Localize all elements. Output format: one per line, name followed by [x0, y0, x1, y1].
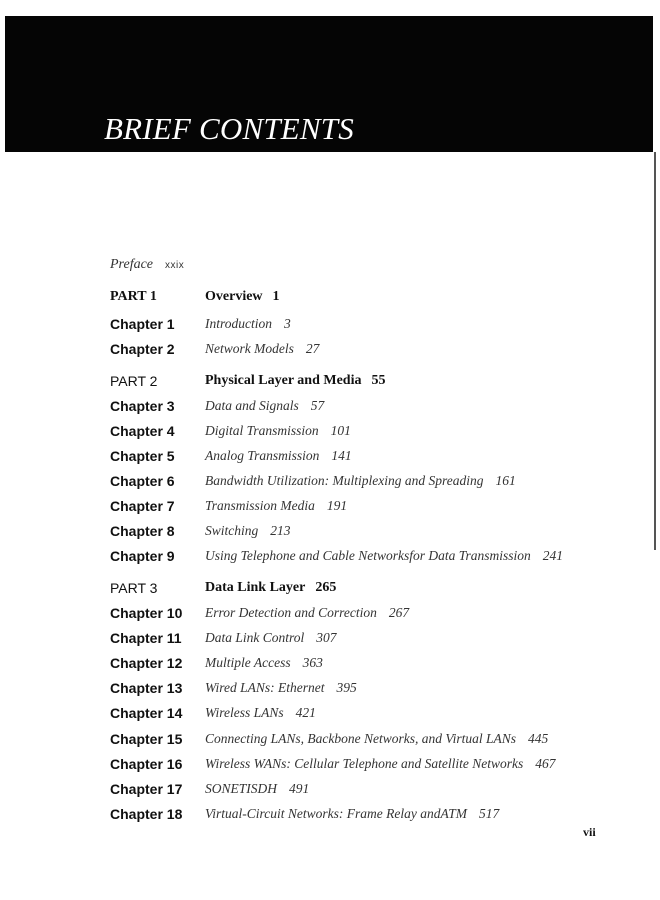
entry-title-text: Overview — [205, 289, 263, 304]
part-label: PART 2 — [110, 373, 158, 389]
entry-page-number: 363 — [302, 655, 323, 670]
chapter-title — [205, 806, 499, 822]
entry-page-number: 241 — [542, 548, 564, 563]
chapter-label: Chapter 5 — [110, 448, 175, 464]
chapter-label: Chapter 8 — [110, 523, 175, 539]
entry-title-text: Data Link Layer — [205, 580, 306, 595]
entry-title-text: Transmission Media — [205, 498, 315, 513]
chapter-title — [205, 655, 323, 671]
entry-title-text: Using Telephone and Cable Networksfor Data Transmission — [205, 548, 531, 563]
entry-title-text: Wireless WANs: Cellular Telephone and Satellite Networks — [205, 756, 524, 771]
chapter-title — [205, 341, 319, 357]
entry-title-text: Data and Signals — [205, 398, 299, 413]
chapter-label: Chapter 13 — [110, 680, 183, 696]
entry-page-number: 395 — [336, 680, 357, 695]
entry-title-text: Introduction — [205, 316, 272, 331]
part-title — [205, 580, 336, 596]
entry-title-text: Virtual-Circuit Networks: Frame Relay andATM — [205, 806, 467, 821]
chapter-title — [205, 756, 556, 772]
chapter-title — [205, 630, 337, 646]
entry-title-text: Connecting LANs, Backbone Networks, and Virtual LANs — [205, 731, 516, 746]
part-title — [205, 373, 385, 389]
preface-page: xxix — [165, 260, 185, 271]
entry-page-number: 27 — [305, 341, 320, 356]
chapter-label: Chapter 16 — [110, 756, 183, 772]
entry-title-text: Network Models — [205, 341, 294, 356]
entry-title-text: Physical Layer and Media — [205, 373, 362, 388]
entry-page-number: 267 — [388, 605, 410, 620]
entry-page-number: 307 — [316, 630, 337, 645]
entry-page-number: 491 — [289, 781, 310, 796]
entry-title-text: Data Link Control — [205, 630, 305, 645]
entry-title-text: Wired LANs: Ethernet — [205, 680, 325, 695]
chapter-title — [205, 498, 347, 514]
chapter-title — [205, 316, 291, 332]
entry-title-text: Wireless LANs — [205, 705, 284, 720]
part-label: PART 3 — [110, 580, 158, 596]
entry-page-number: 1 — [272, 289, 280, 304]
chapter-title — [205, 731, 548, 747]
chapter-title — [205, 448, 352, 464]
entry-title-text: Multiple Access — [205, 655, 291, 670]
entry-page-number: 3 — [284, 316, 291, 331]
chapter-title — [205, 605, 409, 621]
chapter-label: Chapter 10 — [110, 605, 183, 621]
page-number: vii — [583, 825, 596, 839]
part-label: PART 1 — [110, 289, 157, 304]
chapter-label: Chapter 4 — [110, 423, 175, 439]
entry-page-number: 421 — [295, 705, 316, 720]
entry-title-text: Bandwidth Utilization: Multiplexing and Spreading — [205, 473, 484, 488]
chapter-title — [205, 398, 324, 414]
chapter-label: Chapter 1 — [110, 316, 175, 332]
entry-title-text: SONETISDH — [205, 781, 278, 796]
preface-label: Preface — [110, 257, 154, 272]
entry-page-number: 517 — [478, 806, 500, 821]
chapter-label: Chapter 6 — [110, 473, 175, 489]
entry-page-number: 55 — [371, 373, 386, 388]
chapter-label: Chapter 15 — [110, 731, 183, 747]
entry-page-number: 101 — [330, 423, 351, 438]
entry-page-number: 265 — [315, 580, 337, 595]
entry-page-number: 57 — [310, 398, 325, 413]
entry-page-number: 213 — [270, 523, 291, 538]
chapter-title — [205, 680, 357, 696]
chapter-label: Chapter 2 — [110, 341, 175, 357]
entry-title-text: Error Detection and Correction — [205, 605, 377, 620]
entry-page-number: 467 — [535, 756, 556, 771]
chapter-label: Chapter 18 — [110, 806, 183, 822]
page-title: BRIEF CONTENTS — [104, 111, 354, 146]
chapter-label: Chapter 17 — [110, 781, 183, 797]
chapter-label: Chapter 7 — [110, 498, 175, 514]
part-title — [205, 289, 280, 305]
chapter-label: Chapter 9 — [110, 548, 175, 564]
entry-title-text: Switching — [205, 523, 259, 538]
chapter-title — [205, 781, 309, 797]
chapter-label: Chapter 11 — [110, 630, 182, 646]
chapter-label: Chapter 12 — [110, 655, 183, 671]
entry-page-number: 161 — [495, 473, 516, 488]
chapter-title — [205, 548, 563, 564]
chapter-title — [205, 423, 351, 439]
entry-title-text: Analog Transmission — [205, 448, 320, 463]
entry-page-number: 445 — [528, 731, 549, 746]
chapter-title — [205, 523, 291, 539]
chapter-title — [205, 473, 516, 489]
entry-title-text: Digital Transmission — [205, 423, 319, 438]
chapter-label: Chapter 3 — [110, 398, 175, 414]
entry-page-number: 141 — [331, 448, 352, 463]
entry-page-number: 191 — [326, 498, 348, 513]
chapter-title — [205, 705, 316, 721]
chapter-label: Chapter 14 — [110, 705, 183, 721]
